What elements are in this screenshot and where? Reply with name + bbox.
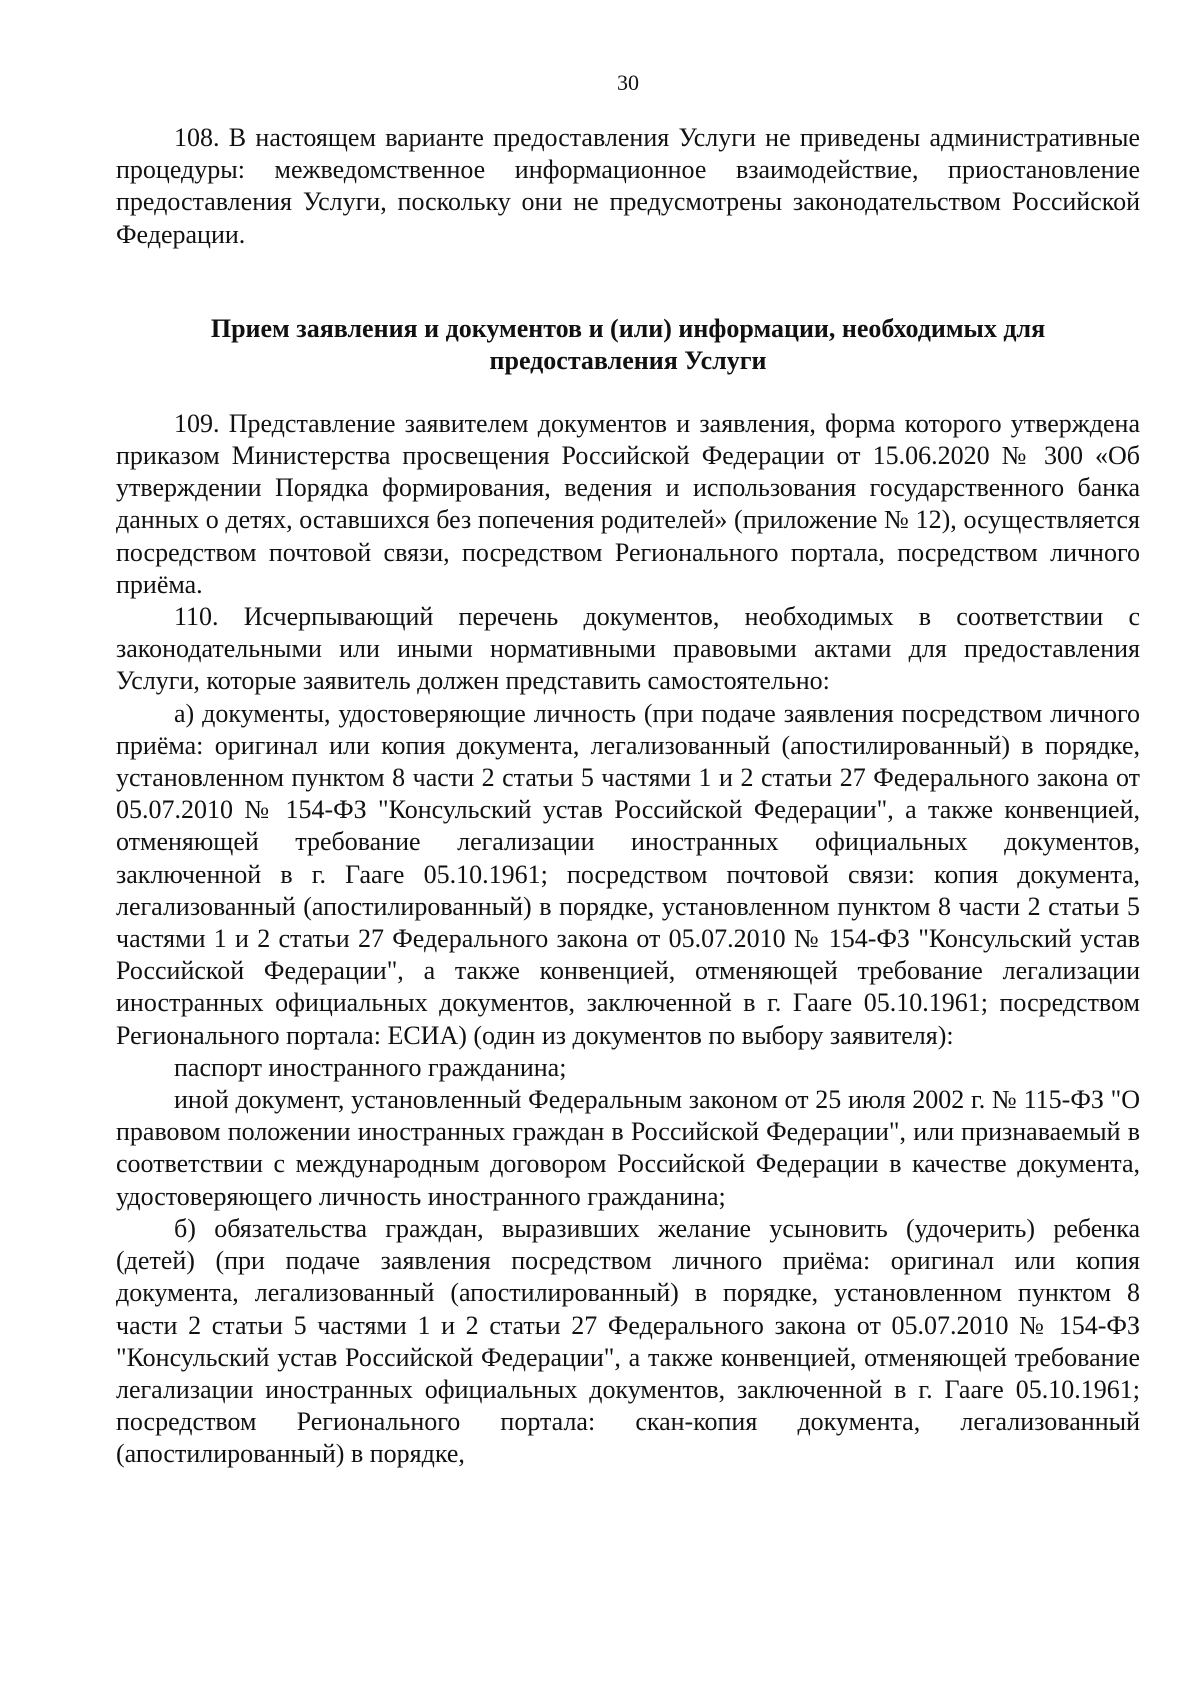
paragraph-other-document: иной документ, установленный Федеральным законом от 25 июля 2002 г. № 115-ФЗ "О правовом положении иностранных граждан в Российской Федерации", или признаваемый в соответствии с международным договором Российской Федерации в качестве документа, удостоверяющего личность иностранного гражданина; (116, 1085, 1140, 1211)
section-heading (116, 313, 1140, 377)
paragraph-110: 110. Исчерпывающий перечень документов, необходимых в соответствии с законодательными или иными нормативными правовыми актами для предоставления Услуги, которые заявитель должен представить самостоятельно: (116, 602, 1140, 696)
paragraph-passport: паспорт иностранного гражданина; (174, 1052, 567, 1082)
section-heading-line-2: предоставления Услуги (489, 345, 767, 375)
page-number: 30 (617, 70, 639, 95)
paragraph-109: 109. Представление заявителем документов и заявления, форма которого утверждена приказом Министерства просвещения Российской Федерации от 15.06.2020 № 300 «Об утверждении Порядка формирования, ведения и использования государственного банка данных о детях, оставшихся без попечения родителей» (приложение № 12), осуществляется посредством почтовой связи, посредством Регионального портала, посредством личного приёма. (116, 408, 1140, 599)
paragraph-110-b: б) обязательства граждан, выразивших желание усыновить (удочерить) ребенка (детей) (при подаче заявления посредством личного приёма: оригинал или копия документа, легализованный (апостилированный) в порядке, установленном пунктом 8 части 2 статьи 5 частями 1 и 2 статьи 27 Федерального закона от 05.07.2010 № 154-ФЗ "Консульский устав Российской Федерации", а также конвенцией, отменяющей требование легализации иностранных официальных документов, заключенной в г. Гааге 05.10.1961; посредством Регионального портала: скан-копия документа, легализованный (апостилированный) в порядке, (116, 1213, 1140, 1469)
document-body (116, 122, 1140, 1471)
document-page (116, 0, 1140, 1697)
section-heading-line-1: Прием заявления и документов и (или) информации, необходимых для (210, 313, 1046, 343)
paragraph-108: 108. В настоящем варианте предоставления Услуги не приведены административные процедуры: межведомственное информационное взаимодействие, приостановление предоставления Услуги, поскольку они не предусмотрены законодательством Российской Федерации. (116, 123, 1140, 249)
paragraph-110-a: а) документы, удостоверяющие личность (при подаче заявления посредством личного приёма: оригинал или копия документа, легализованный (апостилированный) в порядке, установленном пунктом 8 части 2 статьи 5 частями 1 и 2 статьи 27 Федерального закона от 05.07.2010 № 154-ФЗ "Консульский устав Российской Федерации", а также конвенцией, отменяющей требование легализации иностранных официальных документов, заключенной в г. Гааге 05.10.1961; посредством почтовой связи: копия документа, легализованный (апостилированный) в порядке, установленном пунктом 8 части 2 статьи 5 частями 1 и 2 статьи 27 Федерального закона от 05.07.2010 № 154-ФЗ "Консульский устав Российской Федерации", а также конвенцией, отменяющей требование легализации иностранных официальных документов, заключенной в г. Гааге 05.10.1961; посредством Регионального портала: ЕСИА) (один из документов по выбору заявителя): (116, 698, 1140, 1050)
